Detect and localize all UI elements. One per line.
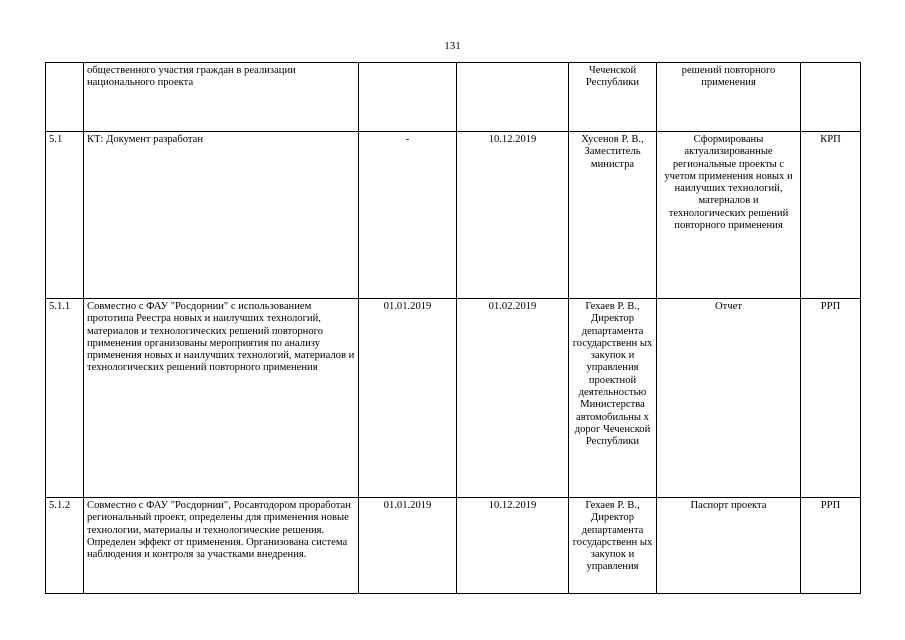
end-date: 10.12.2019 [457,498,569,594]
start-date [359,63,457,132]
row-number: 5.1.1 [46,299,84,498]
table-row [46,63,861,132]
end-date [457,63,569,132]
row-number [46,63,84,132]
page-number: 131 [444,40,461,52]
row-number: 5.1.2 [46,498,84,594]
row-number: 5.1 [46,132,84,299]
responsible-person: Гехаев Р. В., Директор департамента государственн ых закупок и управления проектной деятельностью Министерства автомобильны х дорог Чеченской Республики [569,299,657,498]
table-row [46,498,861,594]
result-description: решений повторного применения [657,63,801,132]
control-level: РРП [801,498,861,594]
control-level [801,63,861,132]
start-date: 01.01.2019 [359,299,457,498]
control-level: РРП [801,299,861,498]
task-name: общественного участия граждан в реализации национального проекта [84,63,359,132]
start-date: - [359,132,457,299]
table-row [46,299,861,498]
result-description: Сформированы актуализированные региональные проекты с учетом применения новых и наилучших технологий, матерналов и технологических решений повторного применения [657,132,801,299]
result-description: Отчет [657,299,801,498]
task-name: КТ: Документ разработан [84,132,359,299]
responsible-person: Гехаев Р. В., Директор департамента государственн ых закупок и управления [569,498,657,594]
control-level: КРП [801,132,861,299]
table-row [46,132,861,299]
end-date: 01.02.2019 [457,299,569,498]
task-name: Совместно с ФАУ "Росдорнии", Росавтодором проработан региональный проект, определены для применения новые технологии, материалы и технологические решения. Определен эффект от применения. Организована система наблюдения и контроля за участками внедрения. [84,498,359,594]
responsible-person: Хусенов Р. В., Заместитель министра [569,132,657,299]
result-description: Паспорт проекта [657,498,801,594]
responsible-person: Чеченской Республики [569,63,657,132]
task-name: Совместно с ФАУ "Росдорнии" с использованием прототипа Реестра новых и наилучших технологий, материалов и технологических решений повторного применения организованы мероприятия по анализу применения новых и наилучших технологий, материалов и технологических решений повторного применения [84,299,359,498]
start-date: 01.01.2019 [359,498,457,594]
end-date: 10.12.2019 [457,132,569,299]
project-plan-table [45,62,861,594]
